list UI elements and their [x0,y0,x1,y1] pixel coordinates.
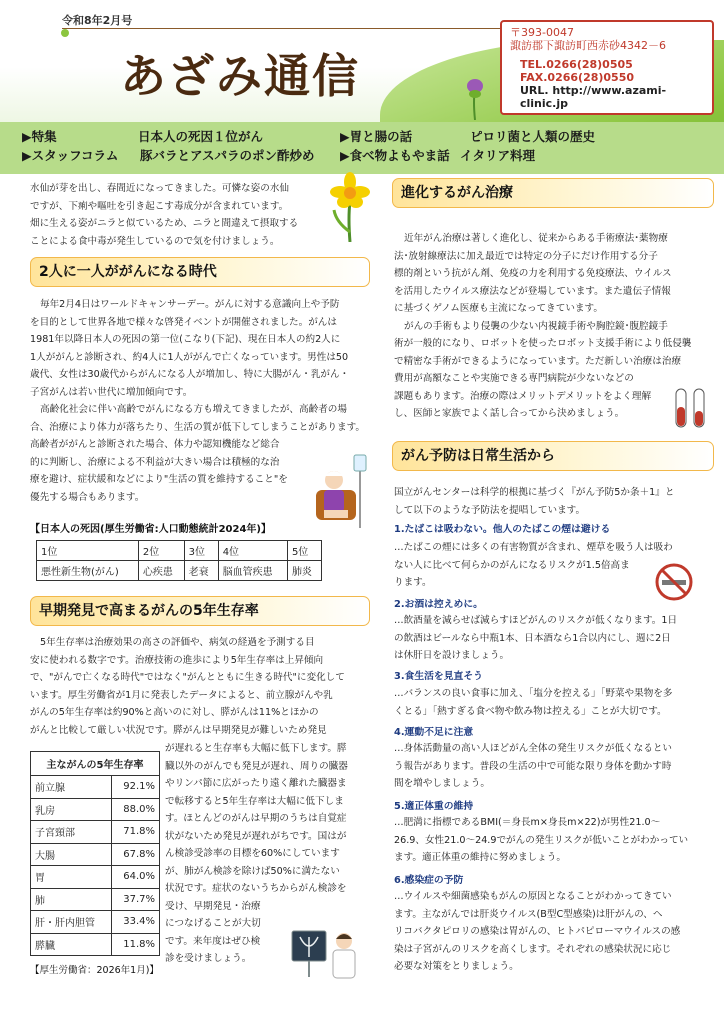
prevention-item-title: 6.感染症の予防 [394,875,464,886]
section3-line: 費用が高額なことや実施できる専門病院が少ないなどの [394,373,634,384]
clinic-contact-box [500,20,714,115]
section2-line: 安に使われる数字です。治療技術の進歩により5年生存率は上昇傾向 [30,654,324,666]
surv-name: 乳房 [31,798,112,821]
section3-line: 術が一般的になり、ロボットを使ったロボット支援手術により低侵襲 [394,338,692,349]
surv-name: 肺 [31,888,112,911]
side-line: 状況です。症状のないうちからがん検診を [165,883,347,894]
surv-value: 71.8% [112,821,160,844]
toc-title-2: ピロリ菌と人類の歴史 [470,129,596,144]
toc-label-4: ▶食べ物よもやま話 [340,148,450,163]
surv-value: 88.0% [112,798,160,821]
section1-line: 毎年2月4日はワールドキャンサーデー。がんに対する意識向上や予防 [40,299,340,310]
cause-4: 脳血管疾患 [218,561,287,581]
date-underline [62,28,502,29]
side-line: につなげることが大切 [165,918,261,929]
side-line: 受け、早期発見・治療 [165,900,261,912]
prevention-item-body [394,814,714,867]
intro-line: ですが、下痢や嘔吐を引き起こす毒成分が含まれています。 [30,200,289,212]
item-line: ない人に比べて何らかのがんになるリスクが1.5倍高ま [394,559,630,571]
surv-name: 子宮頸部 [31,821,112,844]
prevention-item-title: 5.適正体重の維持 [394,801,474,812]
item-line: …ウイルスや細菌感染もがんの原因となることがわかってきてい [394,891,672,902]
item-line: の飲酒はビールなら中瓶1本、日本酒なら1合以内にし、週に2日 [394,632,671,644]
intro-text [30,180,330,250]
prevention-item-title: 3.食生活を見直そう [394,671,483,682]
side-line: す。ほとんどのがんは早期のうちは自覚症 [165,813,347,824]
section2-body [30,634,375,739]
section2-line: で、"がんで亡くなる時代"ではなく"がんとともに生きる時代"に変化して [30,672,345,683]
surv-value: 37.7% [112,888,160,911]
prevention-item-body [394,888,714,976]
surv-value: 92.1% [112,776,160,799]
issue-date: 令和8年2月号 [62,14,133,27]
surv-value: 67.8% [112,843,160,866]
section3-heading: 進化するがん治療 [392,178,714,208]
side-line: やリンパ節に広がったり遠く離れた臓器ま [165,778,347,789]
section3-body [394,230,714,423]
side-line: で転移すると5年生存率は大幅に低下しま [165,795,344,807]
section1-line: 1981年以降日本人の死因の第一位(こなり(下記)、現在日本人の約2人に [30,334,341,345]
toc-title-4: イタリア料理 [460,148,536,163]
survival-source: 【厚生労働省：2026年1月)】 [30,965,159,976]
elderly-patient-iv-illustration [310,450,372,530]
section1-line: 療を避け、症状緩和などにより"生活の質を維持すること"を [30,474,288,485]
doctor-xray-illustration [290,925,360,980]
surv-name: 膵臓 [31,933,112,956]
rank-3: 3位 [184,541,218,561]
table-of-contents [0,122,724,174]
toc-label-1: ▶特集 [22,129,57,144]
surv-name: 胃 [31,866,112,889]
section3-line: 近年がん治療は著しく進化し、従来からある手術療法･薬物療 [404,233,668,244]
rank-5: 5位 [287,541,321,561]
item-line: 必要な対策をとりましょう。 [394,961,519,972]
section3-line: 標的剤という抗がん剤、免疫の力を利用する免疫療法、ウイルス [394,268,672,279]
surv-name: 前立腺 [31,776,112,799]
toc-title-3: 豚バラとアスパラのポン酢炒め [140,148,315,163]
toc-label-2: ▶胃と腸の話 [340,129,413,144]
section3-line: に基づくゲノム医療も主流になってきています。 [394,303,603,314]
section4-intro [394,484,714,519]
section3-line: がんの手術もより侵襲の少ない内視鏡手術や胸腔鏡･腹腔鏡手 [404,320,668,332]
section2-heading: 早期発見で高まるがんの5年生存率 [30,596,370,626]
section1-line: 子宮がんは若い世代に増加傾向です。 [30,386,193,398]
daffodil-icon [328,172,374,242]
clinic-fax: FAX.0266(28)0550 [520,71,635,84]
section1-line: 優先する場合もあります。 [30,491,145,503]
bullet-icon [60,28,70,38]
side-line: が遅れると生存率も大幅に低下します。膵 [165,743,347,754]
cause-3: 老衰 [184,561,218,581]
section2-line: 5年生存率は治療効果の高さの評価や、病気の経過を予測する目 [40,637,315,648]
item-line: …肥満に指標であるBMI(＝身長m×身長m×22)が男性21.0～ [394,817,661,828]
surv-value: 33.4% [112,911,160,934]
section3-line: し、医師と家族でよく話し合ってから決めましょう。 [394,408,625,419]
clinic-tel: TEL.0266(28)0505 [520,58,633,71]
surv-name: 大腸 [31,843,112,866]
side-line: ん検診受診率の目標を60%にしています [165,848,340,859]
item-line: ます。主ながんでは肝炎ウイルス(B型C型感染)は肝がんの、ヘ [394,908,663,920]
item-line: くとる」「熱すぎる食べ物や飲み物は控える」ことが大切です。 [394,705,667,717]
intro-line: 畑に生える姿がニラと似ているため、ニラと間違えて摂取する [30,218,299,229]
section2-line: がんの5年生存率は約90%と高いのに対し、膵がんは11%とほかの [30,707,319,718]
survival-rate-table [30,751,160,956]
newsletter-title: あざみ通信 [120,49,360,103]
death-cause-table [36,540,322,581]
section4-heading: がん予防は日常生活から [392,441,714,471]
item-line: ります。 [394,577,432,588]
side-line: が、肺がん検診を除けば50%に満たない [165,865,340,877]
item-line: リコバクタピロリの感染は胃がんの、ヒトパピローマウイルスの感 [394,926,681,937]
prevention-item-body [394,740,714,793]
intro-line: 水仙が芽を出し、春間近になってきました。可憐な姿の水仙 [30,183,290,194]
rank-4: 4位 [218,541,287,561]
section1-line: を目的として世界各地で様々な啓発イベントが開催されました。がんは [30,316,337,328]
item-line: 染は子宮がんのリスクを高くします。それぞれの感染状況に応じ [394,943,672,955]
item-line: ます。適正体重の維持に努めましょう。 [394,852,566,863]
survival-table-title: 主ながんの5年生存率 [31,752,160,776]
item-line: …飲酒量を減らせば減らすほどがんのリスクが低くなります。1日 [394,615,678,626]
toc-title-1: 日本人の死因１位がん [138,129,264,144]
postal-code: 〒393-0047 [510,26,574,39]
cause-5: 肺炎 [287,561,321,581]
section3-line: を活用したウイルス療法などが登場しています。また遺伝子情報 [394,285,671,297]
clinic-address: 諏訪郡下諏訪町西赤砂4342－6 [510,39,666,52]
section3-line: 課題もあります。治療の際はメリットデメリットをよく理解 [394,390,652,402]
toc-label-3: ▶スタッフコラム [22,148,119,163]
item-line: …バランスの良い食事に加え、「塩分を控える」「野菜や果物を多 [394,688,673,699]
prevention-item-body [394,685,714,720]
item-line: 間を増やしましょう。 [394,778,490,789]
section1-line: 高齢者ががんと診断された場合、体力や認知機能など総合 [30,439,280,450]
section4-intro-line: 国立がんセンターは科学的根拠に基づく『がん予防5か条＋1』と [394,487,675,498]
thistle-flower-icon [455,70,495,120]
section1-line: 高齢化社会に伴い高齢でがんになる方も増えてきましたが、高齢者の場 [40,404,347,415]
section1-line: 合、治療により体力が落ちたり、生活の質が低下してしまうことがあります。 [30,421,366,433]
section3-line: で精密な手術ができるようになっています。ただ新しい治療は治療 [394,355,682,367]
section4-intro-line: して以下のような予防法を提唱しています。 [394,504,586,516]
section2-line: がんと比較して厳しい状況です。膵がんは早期発見が難しいため発見 [30,724,327,736]
item-line: 26.9、女性21.0～24.9でがんの発生リスクが低いことがわかってい [394,834,689,846]
section2-line: います。厚生労働省が1月に発表したデータによると、前立腺がんや乳 [30,689,333,701]
rank-1: 1位 [37,541,139,561]
item-line: …身体活動量の高い人ほどがん全体の発生リスクが低くなるとい [394,743,673,754]
surv-value: 11.8% [112,933,160,956]
no-smoking-icon [654,562,694,602]
masthead [0,0,724,122]
cause-2: 心疾患 [138,561,184,581]
side-line: 臓以外のがんでも発見が遅れ、周りの臓器 [165,760,348,772]
test-tube-icon [668,385,714,433]
death-table-caption: 【日本人の死因(厚生労働省:人口動態統計2024年)】 [30,524,271,535]
surv-value: 64.0% [112,866,160,889]
side-line: です。来年度はぜひ検 [165,935,261,947]
item-line: は休肝日を設けましょう。 [394,650,510,661]
prevention-item-title: 2.お酒は控えめに。 [394,599,483,610]
intro-line: ことによる食中毒が発生しているので気を付けましょう。 [30,235,280,247]
cause-1: 悪性新生物(がん) [37,561,139,581]
item-line: …たばこの煙には多くの有害物質が含まれ、煙草を吸う人は吸わ [394,542,673,553]
surv-name: 肝・肝内胆管 [31,911,112,934]
item-line: う報告があります。普段の生活の中で可能な限り身体を動かす時 [394,760,672,772]
section3-line: 法･放射線療法に加え最近では特定の分子にだけ作用する分子 [394,250,658,262]
section1-line: 歳代、女性は30歳代からがんになる人が増加し、特に大腸がん・乳がん・ [30,369,350,380]
prevention-item-title: 4.運動不足に注意 [394,727,474,738]
section1-heading: 2人に一人ががんになる時代 [30,257,370,287]
side-line: 診を受けましょう。 [165,953,252,964]
rank-2: 2位 [138,541,184,561]
section1-line: 1人ががんと診断され、約4人に1人ががんで亡くなっています。男性は50 [30,351,349,363]
prevention-item-title: 1.たばこは吸わない。他人のたばこの煙は避ける [394,524,611,535]
section1-line: 的に判断し、治療による不利益が大きい場合は積極的な治 [30,456,280,468]
prevention-item-body [394,612,714,665]
clinic-url[interactable]: URL. http://www.azami-clinic.jp [520,84,667,110]
side-line: 状がないため発見が遅れがちです。国はが [165,830,347,842]
